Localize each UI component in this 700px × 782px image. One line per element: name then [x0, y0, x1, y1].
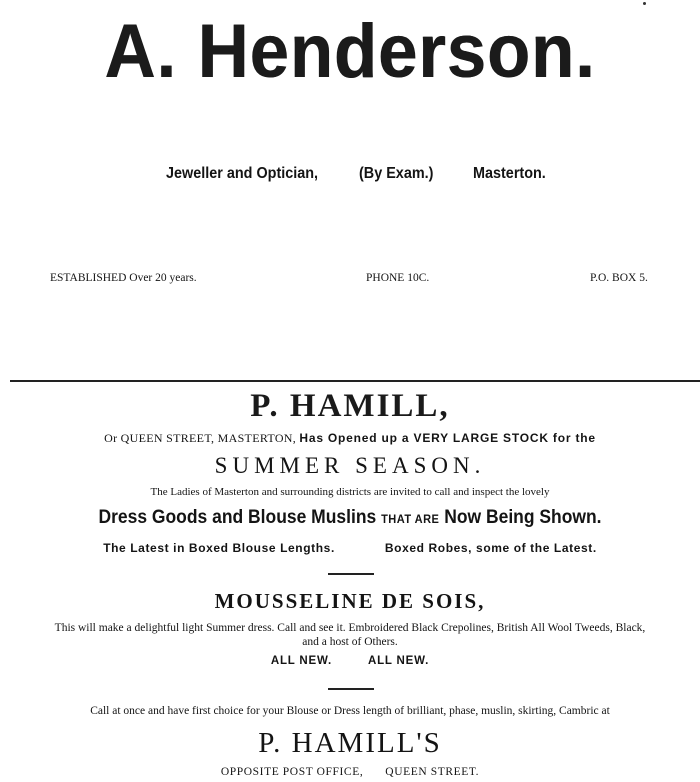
hamill-all-new-2: ALL NEW. — [368, 655, 430, 667]
hamill-ladies-line: The Ladies of Masterton and surrounding districts are invited to call and inspect the lovely — [150, 486, 550, 498]
hamill-opened: Has Opened up a VERY LARGE STOCK for the — [299, 431, 596, 445]
hamill-location-line — [0, 766, 700, 778]
hamill-season: SUMMER SEASON. — [214, 453, 486, 478]
hamill-boxed-robes: Boxed Robes, some of the Latest. — [384, 541, 597, 555]
henderson-exam: (By Exam.) — [359, 165, 434, 182]
hamill-dress-goods-line — [28, 507, 672, 529]
print-speck — [643, 2, 646, 5]
hamill-delight-line-2: and a host of Others. — [302, 636, 398, 648]
hamill-that-are: THAT ARE — [381, 512, 440, 526]
henderson-profession: Jeweller and Optician, — [166, 165, 319, 182]
henderson-pobox: P.O. BOX 5. — [590, 272, 648, 284]
henderson-town: Masterton. — [473, 165, 546, 182]
henderson-name: A. Henderson. — [104, 9, 596, 94]
hamill-delight-line-1: This will make a delightful light Summer dress. Call and see it. Embroidered Black Crepolines, British All Wool Tweeds, Black, — [54, 622, 646, 634]
hamill-now-shown: Now Being Shown. — [444, 507, 602, 528]
hamill-call-line: Call at once and have first choice for your Blouse or Dress length of brilliant, phase, muslin, skirting, Cambric at — [90, 705, 610, 717]
hamill-all-new-line — [0, 655, 700, 667]
ad-divider — [10, 380, 700, 382]
hamill-latest: The Latest in Boxed Blouse Lengths. — [103, 541, 335, 555]
henderson-established: ESTABLISHED Over 20 years. — [50, 272, 197, 284]
short-divider — [328, 688, 374, 690]
hamill-address-line — [0, 431, 700, 446]
hamill-queen-street: QUEEN STREET. — [385, 766, 480, 778]
hamill-opposite: OPPOSITE POST OFFICE, — [220, 766, 364, 778]
hamill-all-new-1: ALL NEW. — [270, 655, 332, 667]
hamill-mousseline: MOUSSELINE DE SOIS, — [214, 589, 486, 613]
henderson-phone: PHONE 10C. — [366, 272, 430, 284]
hamill-dress-goods: Dress Goods and Blouse Muslins — [98, 507, 377, 528]
hamill-of-street: Or QUEEN STREET, MASTERTON, — [104, 431, 297, 445]
hamill-name: P. HAMILL, — [250, 388, 450, 424]
hamill-shop-name: P. HAMILL'S — [258, 727, 442, 759]
short-divider — [328, 573, 374, 575]
hamill-latest-line — [0, 541, 700, 555]
